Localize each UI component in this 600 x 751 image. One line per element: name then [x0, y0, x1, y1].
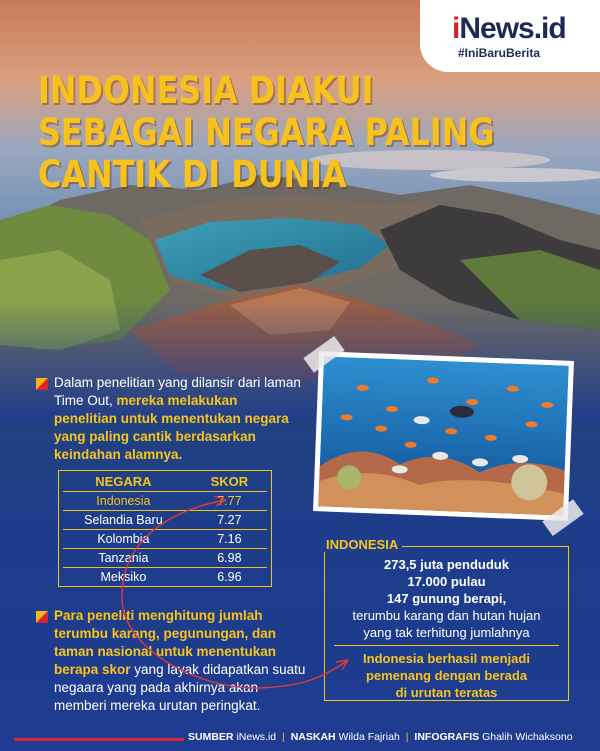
- logo-text: News.id: [459, 12, 566, 45]
- result-line-1: Indonesia berhasil menjadi: [363, 651, 530, 666]
- indonesia-facts: [326, 556, 567, 641]
- header-negara: NEGARA: [95, 473, 152, 489]
- method-highlight: Para peneliti menghitung jumlah terumbu karang, pegunungan, dan taman nasional untuk menentukan berapa skor: [54, 608, 277, 677]
- country-score: 6.96: [217, 570, 242, 584]
- infografis-value: Ghalih Wichaksono: [482, 731, 573, 743]
- country-score: 6.98: [217, 551, 242, 565]
- coral-reef-image: [318, 356, 569, 515]
- divider: [334, 645, 559, 646]
- ranking-table: [58, 470, 272, 587]
- country-name: Indonesia: [96, 494, 151, 508]
- sumber-label: SUMBER: [188, 731, 234, 743]
- country-score: 7.27: [217, 513, 242, 527]
- country-score: 7.77: [217, 494, 242, 508]
- tagline: #IniBaruBerita: [458, 46, 541, 60]
- country-name: Selandia Baru: [84, 513, 163, 527]
- logo-badge: [420, 0, 600, 72]
- header-skor: SKOR: [210, 473, 249, 489]
- fact-reefs: terumbu karang dan hutan hujan: [352, 608, 541, 623]
- bullet-icon: [36, 611, 48, 623]
- table-header: [59, 471, 271, 491]
- result-line-2: pemenang dengan berada: [365, 668, 528, 683]
- intro-highlight: mereka melakukan penelitian untuk menentukan negara yang paling cantik berdasarkan keindahan alamnya.: [54, 393, 289, 462]
- fact-reefs-cont: yang tak terhitung jumlahnya: [363, 625, 530, 640]
- headline-line-2: SEBAGAI NEGARA PALING: [38, 111, 495, 154]
- fact-population: 273,5 juta penduduk: [384, 557, 509, 572]
- naskah-label: NASKAH: [290, 731, 336, 743]
- country-name: Tanzania: [98, 551, 149, 565]
- indonesia-result: [326, 650, 567, 701]
- table-row: [59, 549, 271, 567]
- country-score: 7.16: [217, 532, 242, 546]
- headline: [38, 69, 495, 196]
- fact-volcanoes: 147 gunung berapi,: [386, 591, 507, 606]
- footer-text: [188, 731, 573, 743]
- country-name: Kolombia: [97, 532, 150, 546]
- footer-credits: [0, 727, 600, 751]
- table-row: [59, 530, 271, 548]
- sumber-value: iNews.id: [236, 731, 277, 743]
- method-paragraph: [54, 607, 309, 715]
- result-line-3: di urutan teratas: [395, 685, 498, 700]
- infografis-label: INFOGRAFIS: [414, 731, 480, 743]
- footer-separator: |: [405, 731, 409, 743]
- naskah-value: Wilda Fajriah: [338, 731, 400, 743]
- footer-separator: |: [282, 731, 285, 743]
- bullet-icon: [36, 378, 48, 390]
- method-text: yang layak didapatkan suatu negaara yang pada akhirnya akan memberi mereka urutan peringkat.: [54, 662, 306, 713]
- table-row: [59, 568, 271, 586]
- table-row: [59, 492, 271, 510]
- fact-islands: 17.000 pulau: [407, 574, 486, 589]
- coral-reef-photo: [313, 351, 574, 521]
- logo-i: i: [452, 12, 460, 45]
- indonesia-title: INDONESIA: [322, 537, 402, 552]
- footer-accent-line: [14, 738, 184, 741]
- inews-logo[interactable]: [452, 12, 566, 46]
- headline-line-1: INDONESIA DIAKUI: [38, 69, 374, 112]
- headline-line-3: CANTIK DI DUNIA: [38, 153, 347, 196]
- intro-text: Dalam penelitian yang dilansir dari laman Time Out,: [54, 375, 301, 408]
- table-row: [59, 511, 271, 529]
- intro-paragraph: [54, 374, 304, 464]
- country-name: Meksiko: [100, 570, 147, 584]
